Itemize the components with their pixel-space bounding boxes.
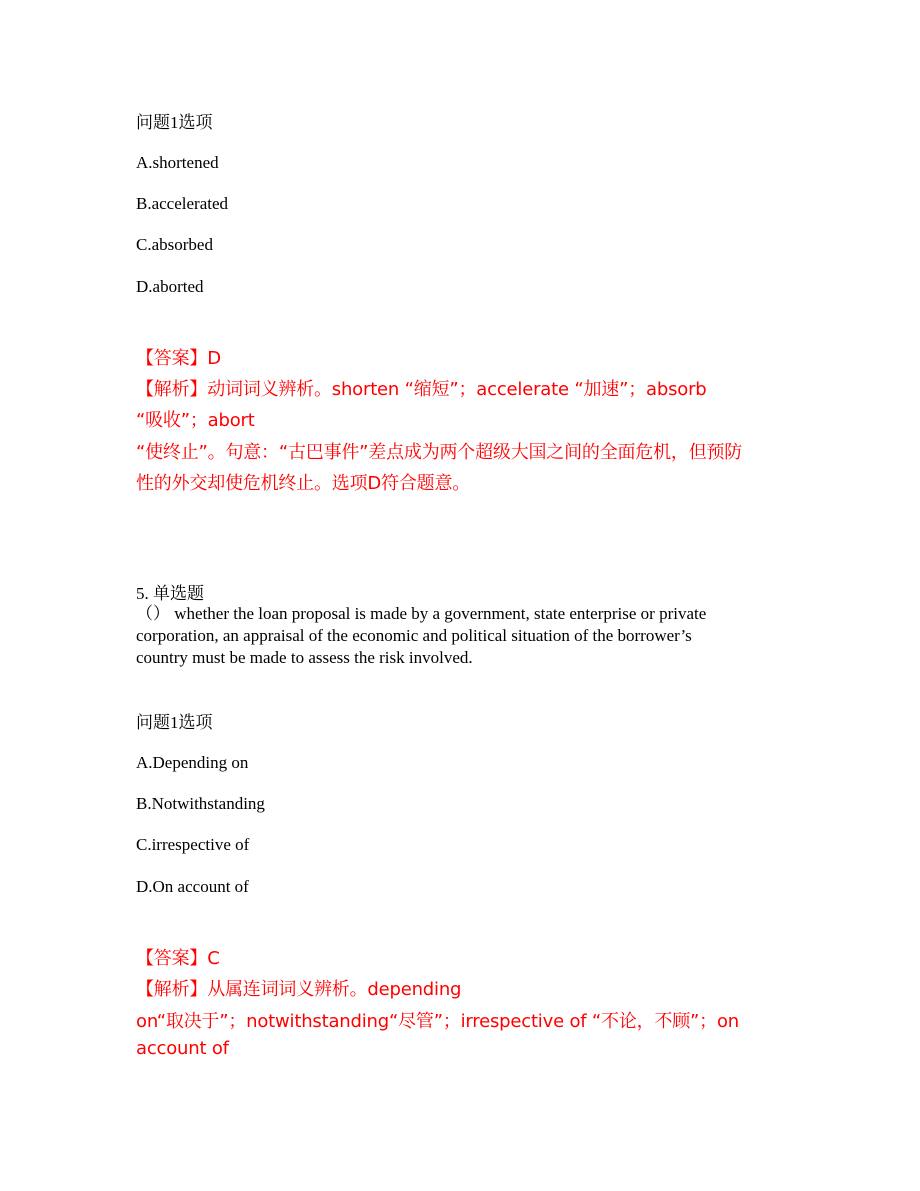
q5-option-a: A.Depending on — [136, 753, 249, 772]
q4-analysis-line-3: “使终止”。句意：“古巴事件”差点成为两个超级大国之间的全面危机，但预防 — [136, 442, 743, 463]
q5-stem — [136, 603, 776, 669]
q4-option-b: B.accelerated — [136, 194, 229, 213]
q4-analysis-line-4: 性的外交却使危机终止。选项D符合题意。 — [136, 473, 471, 494]
q4-analysis-line-2: “吸收”；abort — [136, 410, 255, 431]
q5-analysis-line-3: account of — [136, 1038, 229, 1059]
q5-option-c: C.irrespective of — [136, 835, 250, 854]
q5-stem-line-3: country must be made to assess the risk involved. — [136, 648, 473, 667]
q5-analysis-line-1: 【解析】从属连词词义辨析。depending — [136, 979, 462, 1000]
q5-option-d: D.On account of — [136, 877, 249, 896]
q4-analysis-line-1: 【解析】动词词义辨析。shorten “缩短”；accelerate “加速”；absorb — [136, 379, 707, 400]
q5-title: 5. 单选题 — [136, 584, 204, 603]
q4-option-c: C.absorbed — [136, 235, 213, 254]
q4-option-a: A.shortened — [136, 153, 219, 172]
q4-answer: 【答案】D — [136, 348, 221, 369]
q4-options-heading: 问题1选项 — [136, 113, 213, 132]
q5-options-heading: 问题1选项 — [136, 713, 213, 732]
q4-option-d: D.aborted — [136, 277, 204, 296]
q5-stem-line-1: （） whether the loan proposal is made by a government, state enterprise or private — [136, 604, 707, 623]
q5-stem-line-2: corporation, an appraisal of the economic and political situation of the borrower’s — [136, 626, 692, 645]
q5-answer: 【答案】C — [136, 948, 220, 969]
q5-analysis-line-2: on“取决于”；notwithstanding“尽管”；irrespective of “不论，不顾”；on — [136, 1011, 740, 1032]
q5-option-b: B.Notwithstanding — [136, 794, 265, 813]
